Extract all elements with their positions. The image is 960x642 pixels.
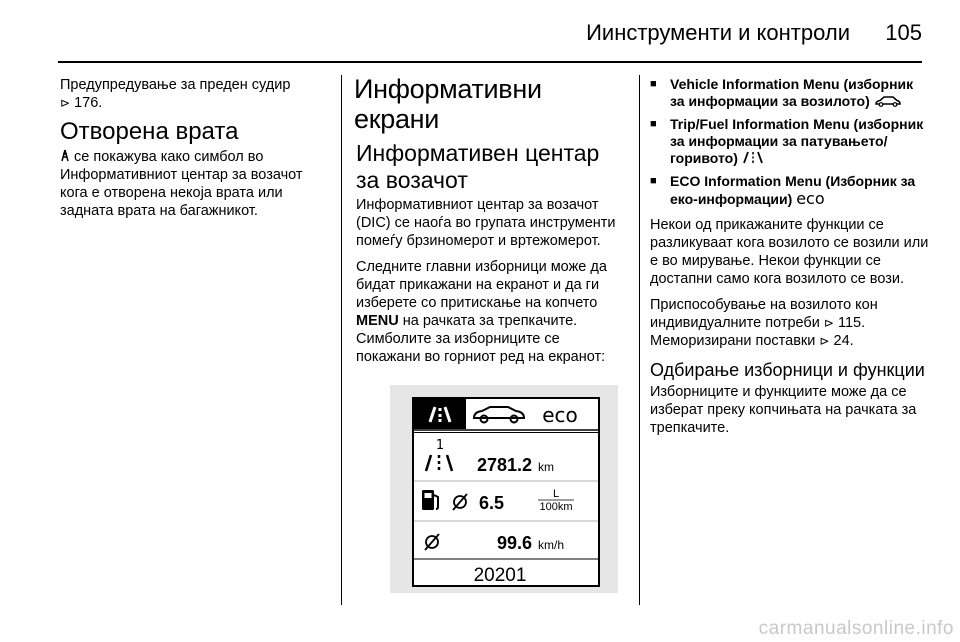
chapter-title: Иинструменти и контроли (586, 20, 850, 45)
memorized-settings-reference: 24. (833, 333, 854, 349)
eco-tab-label: eco (542, 403, 578, 427)
personalization-paragraph (650, 296, 930, 350)
fuel-pump-icon (422, 490, 438, 510)
menu-button-label: MENU (356, 313, 399, 329)
personalization-text: Приспособување на возилото кон индивидуалните потреби (650, 297, 878, 331)
memorized-settings-text: Меморизирани поставки (650, 333, 816, 349)
intro-text: Предупредување за преден судир (60, 77, 291, 93)
personalization-reference: 115. (837, 315, 866, 331)
list-item (650, 116, 930, 167)
reference-arrow-icon: ⊳ (60, 96, 71, 110)
consumption-unit-bottom: 100km (539, 501, 573, 513)
eco-menu-label: ECO Information Menu (Изборник за еко-информации) (670, 173, 916, 207)
page-header (0, 0, 960, 62)
trip-menu-label: Trip/Fuel Information Menu (изборник за информации за патувањето/горивото) (670, 116, 924, 166)
vehicle-menu-label: Vehicle Information Menu (изборник за информации за возилото) (670, 76, 914, 109)
trip-distance-unit: km (538, 460, 554, 474)
dic-paragraph-2 (356, 258, 626, 366)
trip-distance-value: 2781.2 (476, 455, 532, 475)
average-speed-icon (425, 534, 439, 550)
watermark: carmanualsonline.info (758, 618, 954, 639)
car-icon (874, 95, 902, 107)
subheading-dic: Информативен центар за возачот (356, 140, 600, 193)
column-1 (60, 76, 330, 228)
dic-illustration (390, 385, 618, 593)
column-2 (356, 76, 626, 374)
section-heading-open-door: Отворена врата (60, 118, 239, 145)
road-icon (742, 151, 764, 164)
road-icon (426, 455, 452, 471)
reference-arrow-icon: ⊳ (823, 316, 834, 330)
trip-number: 1 (435, 438, 445, 453)
consumption-unit-top: L (552, 488, 560, 500)
list-item (650, 173, 930, 208)
eco-icon: eco (796, 189, 825, 208)
section-heading-info-displays: Информативни екрани (354, 74, 542, 134)
avg-speed-value: 99.6 (496, 533, 532, 553)
selecting-paragraph: Изборниците и функциите може да се изберат преку копчињата на рачката за трепкачите. (650, 384, 917, 436)
open-door-text: се покажува како симбол во Информативниот центар за возачот кога е отворена некоја врата или задната врата на багажникот. (60, 149, 303, 219)
header-rule (58, 61, 922, 63)
dic-paragraph-2-b: на рачката за трепкачите. Симболите за изборниците се покажани во горниот ред на екранот: (356, 313, 606, 365)
list-item (650, 76, 930, 110)
column-divider-2 (639, 75, 640, 605)
page-number: 105 (885, 20, 922, 45)
avg-speed-unit: km/h (538, 538, 565, 552)
intro-reference: 176. (74, 95, 103, 111)
menu-list (650, 76, 930, 208)
car-icon-tab (474, 407, 524, 423)
avg-consumption-value: 6.5 (478, 493, 504, 513)
functions-paragraph: Некои од прикажаните функции се разликуваат кога возилото се возили или е во мирување. Некои функции се достапни само кога возилото се вози. (650, 217, 929, 287)
dic-paragraph-1: Информативниот центар за возачот (DIC) се наоѓа во групата инструменти помеѓу брзиномерот и вртежомерот. (356, 197, 616, 249)
column-3 (650, 76, 930, 445)
odometer-value: 20201 (473, 565, 527, 585)
open-door-icon (60, 149, 70, 162)
average-symbol-icon (453, 494, 467, 510)
dic-screen (412, 397, 600, 587)
section-heading-selecting-menus: Одбирање изборници и функции (650, 360, 925, 380)
reference-arrow-icon: ⊳ (819, 334, 830, 348)
dic-paragraph-2-a: Следните главни изборници може да бидат прикажани на екранот и да ги изберете со притискање на копчето (356, 259, 607, 311)
column-divider-1 (341, 75, 342, 605)
